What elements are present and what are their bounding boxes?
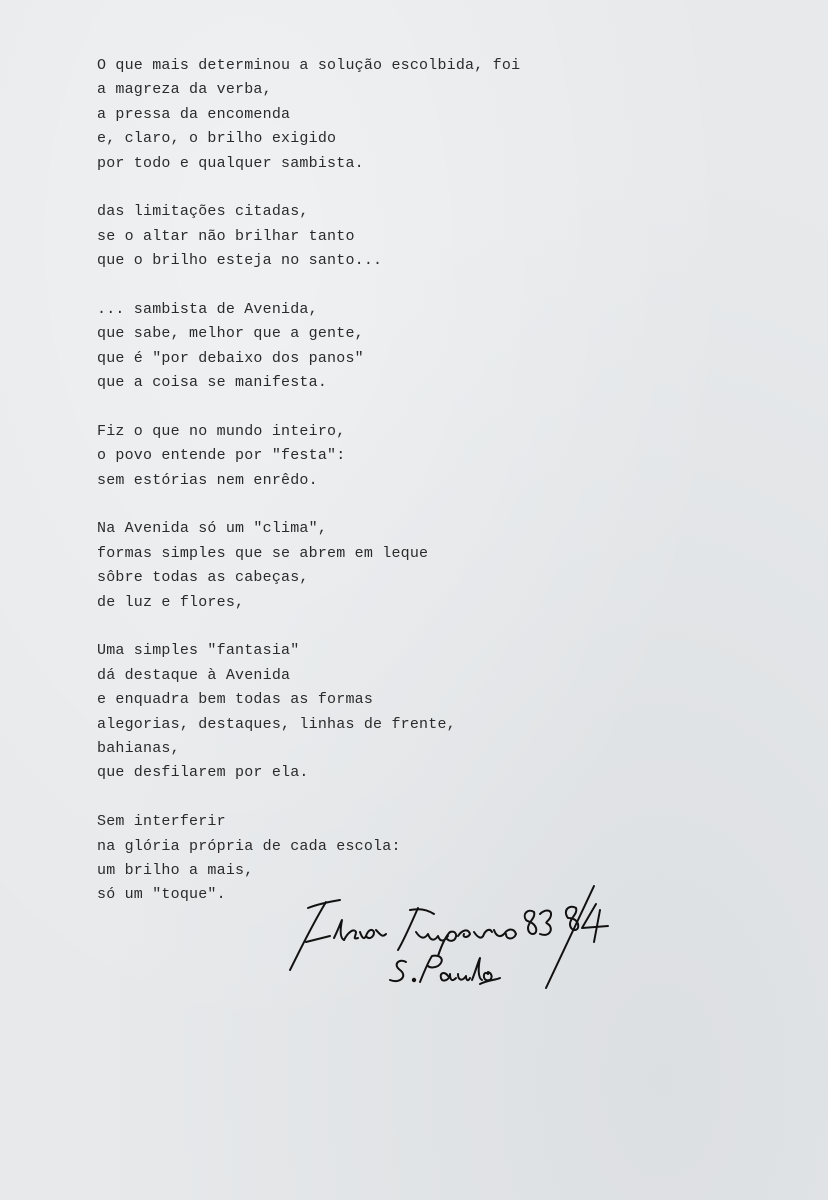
handwritten-signature: [278, 880, 628, 1000]
poem-line: das limitações citadas,: [97, 203, 309, 221]
stanza: [97, 420, 617, 493]
poem-line: que é "por debaixo dos panos": [97, 349, 364, 367]
stanza: [97, 517, 617, 615]
poem-line: Uma simples "fantasia": [97, 642, 300, 660]
poem-line: um brilho a mais,: [97, 861, 254, 879]
poem-line: a pressa da encomenda: [97, 105, 291, 123]
poem-line: por todo e qualquer sambista.: [97, 154, 364, 172]
poem-line: que a coisa se manifesta.: [97, 374, 328, 392]
poem-line: que o brilho esteja no santo...: [97, 252, 383, 270]
poem-line: a magreza da verba,: [97, 81, 272, 99]
poem-line: ... sambista de Avenida,: [97, 300, 318, 318]
poem-line: se o altar não brilhar tanto: [97, 227, 355, 245]
poem-line: bahianas,: [97, 739, 180, 757]
poem-line: Na Avenida só um "clima",: [97, 520, 328, 538]
poem-line: sem estórias nem enrêdo.: [97, 471, 318, 489]
stanza: [97, 54, 617, 176]
poem-line: sôbre todas as cabeças,: [97, 569, 309, 587]
poem-line: que sabe, melhor que a gente,: [97, 325, 364, 343]
poem-line: de luz e flores,: [97, 593, 245, 611]
poem-line: alegorias, destaques, linhas de frente,: [97, 715, 456, 733]
stanza: [97, 298, 617, 396]
poem-line: dá destaque à Avenida: [97, 666, 291, 684]
poem-line: formas simples que se abrem em leque: [97, 544, 429, 562]
poem-line: Fiz o que no mundo inteiro,: [97, 422, 346, 440]
poem-text: [97, 54, 617, 932]
poem-line: só um "toque".: [97, 886, 226, 904]
stanza: [97, 639, 617, 785]
poem-line: O que mais determinou a solução escolbida, foi: [97, 57, 521, 74]
stanza: [97, 200, 617, 273]
poem-line: Sem interferir: [97, 813, 226, 831]
poem-line: e, claro, o brilho exigido: [97, 130, 337, 148]
poem-line: e enquadra bem todas as formas: [97, 691, 374, 709]
poem-line: o povo entende por "festa":: [97, 447, 346, 465]
poem-line: na glória própria de cada escola:: [97, 837, 401, 855]
poem-line: que desfilarem por ela.: [97, 764, 309, 782]
